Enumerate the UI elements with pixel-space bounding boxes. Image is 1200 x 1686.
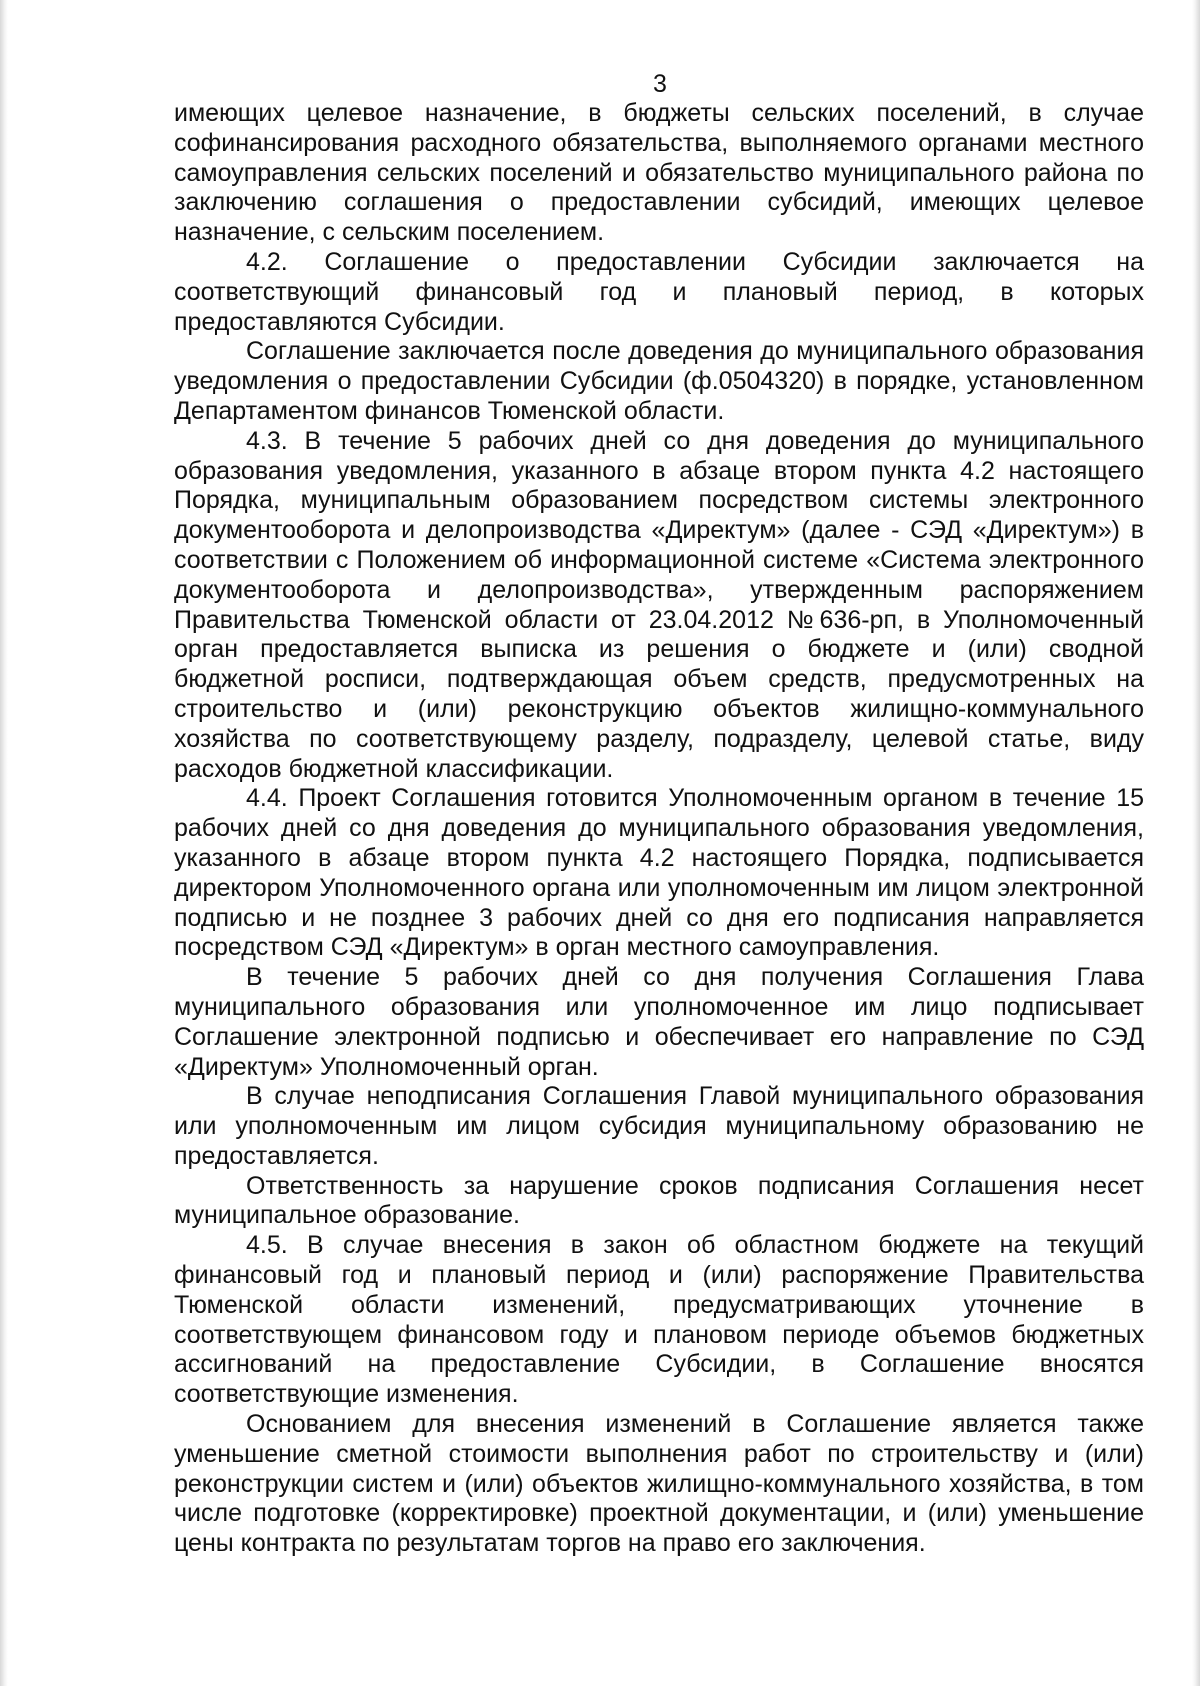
paragraph-4: 4.3. В течение 5 рабочих дней со дня доведения до муниципального образования уведомления, указанного в абзаце втором пункта 4.2 настоящего Порядка, муниципальным образованием посредством системы электронного документооборота и делопроизводства «Директум» (далее - СЭД «Директум») в соответствии с Положением об информационной системе «Система электронного документооборота и делопроизводства», утвержденным распоряжением Правительства Тюменской области от 23.04.2012 №636-рп, в Уполномоченный орган предоставляется выписка из решения о бюджете и (или) сводной бюджетной росписи, подтверждающая объем средств, предусмотренных на строительство и (или) реконструкцию объектов жилищно-коммунального хозяйства по соответствующему разделу, подразделу, целевой статье, виду расходов бюджетной классификации.	[174, 426, 1144, 783]
paragraph-9: 4.5. В случае внесения в закон об областном бюджете на текущий финансовый год и плановый период и (или) распоряжение Правительства Тюменской области изменений, предусматривающих уточнение в соответствующем финансовом году и плановом периоде объемов бюджетных ассигнований на предоставление Субсидии, в Соглашение вносятся соответствующие изменения.	[174, 1231, 1144, 1409]
paragraph-6: В течение 5 рабочих дней со дня получения Соглашения Глава муниципального образования или уполномоченное им лицо подписывает Соглашение электронной подписью и обеспечивает его направление по СЭД «Директум» Уполномоченный орган.	[174, 963, 1144, 1081]
paragraph-10: Основанием для внесения изменений в Соглашение является также уменьшение сметной стоимости выполнения работ по строительству и (или) реконструкции систем и (или) объектов жилищно-коммунального хозяйства, в том числе подготовке (корректировке) проектной документации, и (или) уменьшение цены контракта по результатам торгов на право его заключения.	[174, 1410, 1144, 1558]
paragraph-1: имеющих целевое назначение, в бюджеты сельских поселений, в случае софинансирования расходного обязательства, выполняемого органами местного самоуправления сельских поселений и обязательство муниципального района по заключению соглашения о предоставлении субсидий, имеющих целевое назначение, с сельским поселением.	[174, 99, 1144, 247]
scan-edge-right	[1192, 0, 1200, 1686]
page-number: 3	[653, 70, 667, 98]
document-body	[174, 99, 1144, 1559]
paragraph-7: В случае неподписания Соглашения Главой муниципального образования или уполномоченным им лицом субсидия муниципальному образованию не предоставляется.	[174, 1082, 1144, 1170]
paragraph-5: 4.4. Проект Соглашения готовится Уполномоченным органом в течение 15 рабочих дней со дня доведения до муниципального образования уведомления, указанного в абзаце втором пункта 4.2 настоящего Порядка, подписывается директором Уполномоченного органа или уполномоченным им лицом электронной подписью и не позднее 3 рабочих дней со дня его подписания направляется посредством СЭД «Директум» в орган местного самоуправления.	[174, 784, 1144, 962]
paragraph-3: Соглашение заключается после доведения до муниципального образования уведомления о предоставлении Субсидии (ф.0504320) в порядке, установленном Департаментом финансов Тюменской области.	[174, 337, 1144, 425]
scan-edge-left	[0, 0, 8, 1686]
paragraph-8: Ответственность за нарушение сроков подписания Соглашения несет муниципальное образование.	[174, 1171, 1144, 1230]
paragraph-2: 4.2. Соглашение о предоставлении Субсидии заключается на соответствующий финансовый год и плановый период, в которых предоставляются Субсидии.	[174, 247, 1144, 336]
